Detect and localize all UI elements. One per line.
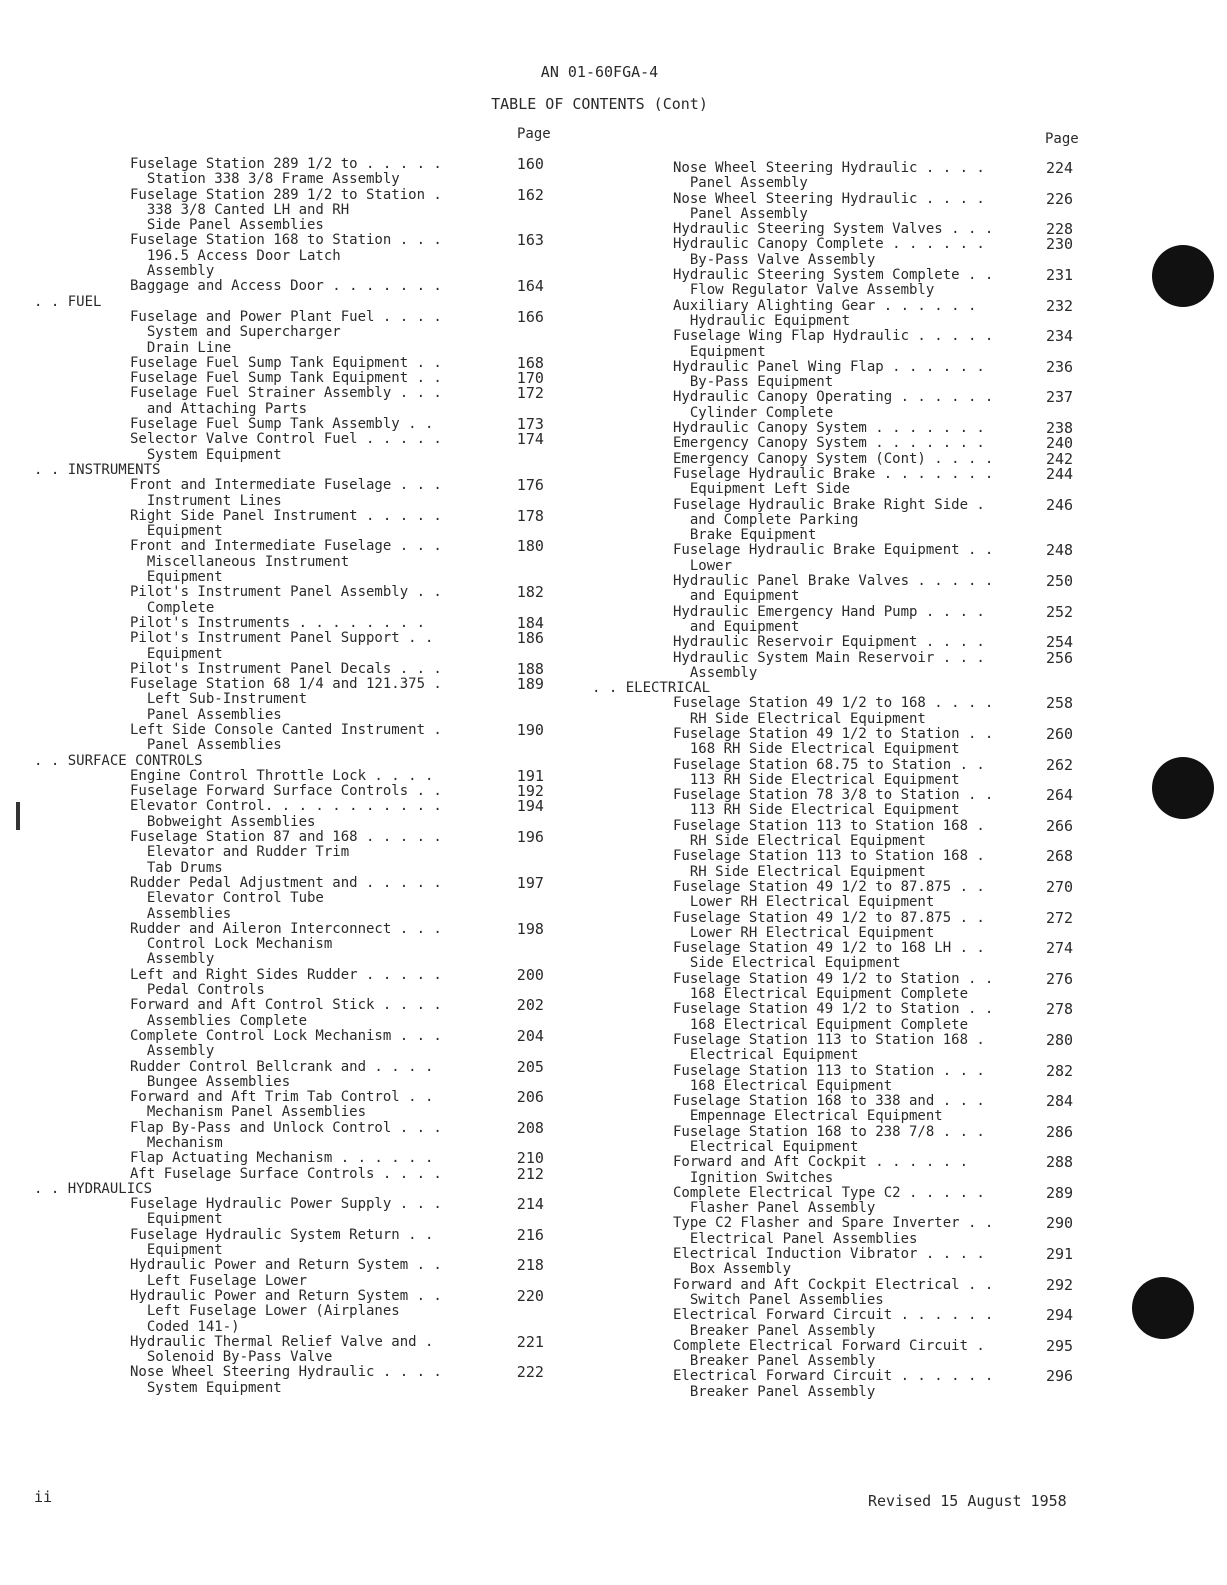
toc-entry-title: Left Side Console Canted Instrument . Panel Assemblies (130, 721, 442, 754)
toc-entry-title: Complete Control Lock Mechanism . . . Assembly (130, 1027, 442, 1060)
toc-entry-page: 242 (1046, 449, 1074, 468)
toc-entry-page: 190 (516, 720, 544, 739)
toc-entry-title: Hydraulic Thermal Relief Valve and . Solenoid By-Pass Valve (130, 1333, 434, 1366)
toc-entry (34, 1365, 554, 1396)
toc-entry-title: Forward and Aft Control Stick . . . . Assemblies Complete (130, 997, 442, 1029)
toc-entry-title: Fuselage Station 289 1/2 to Station . 338 3/8 Canted LH and RH Side Panel Assemblies (130, 186, 442, 234)
toc-entry-page: 220 (516, 1286, 544, 1305)
toc-entry-title: Fuselage Station 49 1/2 to 87.875 . . Lower RH Electrical Equipment (673, 909, 985, 941)
toc-entry (34, 766, 554, 785)
toc-entry-title: Fuselage and Power Plant Fuel . . . . System and Supercharger Drain Line (130, 308, 442, 356)
toc-entry-page: 200 (516, 965, 544, 984)
toc-entry-title: Hydraulic Power and Return System . . Left Fuselage Lower (130, 1257, 442, 1289)
toc-entry-title: Hydraulic Panel Wing Flap . . . . . . By-Pass Equipment (673, 358, 985, 391)
toc-entry-title: Hydraulic System Main Reservoir . . . Assembly (673, 649, 985, 681)
toc-entry (592, 1002, 1152, 1033)
toc-entry-page: 163 (516, 231, 544, 250)
toc-entry-page: 168 (516, 353, 544, 372)
toc-entry-page: 282 (1046, 1061, 1074, 1080)
toc-entry-title: Hydraulic Power and Return System . . Left Fuselage Lower (Airplanes Coded 141-) (130, 1287, 442, 1335)
page-column-header-right: Page (1045, 131, 1079, 147)
toc-entry (592, 1183, 1152, 1217)
toc-entry-page: 258 (1046, 694, 1074, 713)
toc-entry-title: Aft Fuselage Surface Controls . . . . (130, 1165, 442, 1182)
page-title: TABLE OF CONTENTS (Cont) (491, 95, 708, 113)
toc-entry-title: Fuselage Hydraulic Power Supply . . . Equipment (130, 1196, 442, 1228)
toc-entry-page: 264 (1046, 786, 1074, 805)
toc-entry-title: Fuselage Wing Flap Hydraulic . . . . . Equipment (673, 328, 994, 360)
toc-entry (34, 919, 554, 968)
toc-entry (592, 1275, 1152, 1309)
toc-entry-page: 206 (516, 1088, 544, 1107)
toc-entry-page: 244 (1046, 464, 1074, 483)
toc-entry (592, 1094, 1152, 1125)
toc-entry-page: 296 (1046, 1367, 1074, 1386)
toc-entry-page: 248 (1046, 541, 1074, 560)
toc-entry (592, 574, 1152, 605)
toc-entry-title: Hydraulic Panel Brake Valves . . . . . and Equipment (673, 573, 994, 605)
toc-entry (592, 161, 1152, 192)
toc-entry (34, 720, 554, 754)
toc-entry-title: Fuselage Station 113 to Station . . . 168 Electrical Equipment (673, 1062, 985, 1094)
toc-entry-page: 224 (1046, 159, 1074, 177)
toc-entry (34, 784, 554, 799)
toc-entry (34, 799, 554, 830)
toc-entry-page: 226 (1046, 189, 1074, 208)
toc-right-column (592, 161, 1152, 1400)
toc-entry-page: 176 (516, 476, 544, 495)
toc-entry-title: Fuselage Station 168 to 338 and . . . Empennage Electrical Equipment (673, 1093, 985, 1125)
toc-entry (34, 677, 554, 723)
toc-entry-page: 252 (1046, 602, 1074, 621)
toc-entry-title: Fuselage Station 68.75 to Station . . 113 RH Side Electrical Equipment (673, 756, 985, 788)
toc-entry-page: 276 (1046, 969, 1074, 988)
toc-entry-title: Flap By-Pass and Unlock Control . . . Mechanism (130, 1119, 442, 1151)
toc-entry-page: 216 (516, 1225, 544, 1244)
toc-entry-title: Flap Actuating Mechanism . . . . . . (130, 1150, 434, 1167)
toc-entry-title: Hydraulic Canopy Complete . . . . . . By-Pass Valve Assembly (673, 236, 985, 268)
toc-entry-page: 172 (516, 384, 544, 403)
toc-entry (34, 998, 554, 1029)
toc-entry-page: 234 (1046, 327, 1074, 346)
toc-entry-page: 214 (516, 1195, 544, 1214)
toc-entry-title: Baggage and Access Door . . . . . . . (130, 278, 442, 295)
toc-entry (592, 1216, 1152, 1247)
toc-entry (592, 237, 1152, 268)
toc-entry-page: 260 (1046, 724, 1074, 743)
toc-entry (592, 1030, 1152, 1064)
toc-entry-page: 256 (1046, 648, 1074, 667)
toc-entry-title: Fuselage Hydraulic Brake Right Side . and Complete Parking Brake Equipment (673, 496, 985, 544)
toc-entry-title: Nose Wheel Steering Hydraulic . . . . Panel Assembly (673, 190, 985, 222)
toc-entry-title: Fuselage Hydraulic Brake . . . . . . . Equipment Left Side (673, 465, 994, 498)
toc-entry (592, 543, 1152, 574)
toc-section-heading: . . SURFACE CONTROLS (34, 752, 203, 769)
toc-left-column (34, 157, 554, 1396)
toc-entry-page: 221 (516, 1332, 544, 1351)
toc-entry-title: Forward and Aft Cockpit Electrical . . Switch Panel Assemblies (673, 1276, 994, 1308)
toc-entry-page: 184 (516, 613, 544, 632)
toc-entry (592, 390, 1152, 421)
toc-entry-title: Fuselage Station 168 to 238 7/8 . . . Electrical Equipment (673, 1123, 985, 1155)
toc-entry (592, 1061, 1152, 1095)
toc-entry-page: 212 (516, 1164, 544, 1183)
toc-entry-title: Fuselage Station 113 to Station 168 . RH Side Electrical Equipment (673, 848, 985, 880)
toc-entry (34, 478, 554, 509)
toc-entry-page: 280 (1046, 1030, 1074, 1049)
toc-entry-title: Nose Wheel Steering Hydraulic . . . . System Equipment (130, 1364, 442, 1396)
toc-entry (34, 279, 554, 294)
toc-entry-title: Pilot's Instrument Panel Decals . . . (130, 660, 442, 677)
toc-entry (34, 1286, 554, 1335)
toc-entry-title: Selector Valve Control Fuel . . . . . System Equipment (130, 431, 442, 463)
toc-entry-page: 266 (1046, 816, 1074, 835)
toc-entry (592, 1155, 1152, 1186)
toc-entry-title: Fuselage Station 87 and 168 . . . . . Elevator and Rudder Trim Tab Drums (130, 829, 442, 876)
toc-entry (34, 185, 554, 234)
toc-entry-page: 162 (516, 185, 544, 204)
toc-entry-title: Hydraulic Canopy System . . . . . . . (673, 420, 985, 437)
toc-entry-title: Front and Intermediate Fuselage . . . Miscellaneous Instrument Equipment (130, 538, 442, 586)
toc-entry (34, 1026, 554, 1060)
toc-entry (34, 1090, 554, 1121)
toc-entry-page: 164 (516, 277, 544, 296)
toc-entry (34, 1151, 554, 1166)
toc-entry (34, 157, 554, 188)
toc-section-heading: . . HYDRAULICS (34, 1180, 153, 1197)
toc-entry (34, 432, 554, 463)
toc-entry (592, 357, 1152, 391)
toc-entry-page: 230 (1046, 235, 1074, 254)
toc-entry-title: Engine Control Throttle Lock . . . . (130, 767, 434, 784)
toc-entry-page: 160 (516, 155, 544, 173)
toc-entry-page: 198 (516, 919, 544, 938)
toc-entry-page: 189 (516, 675, 544, 694)
toc-entry-page: 218 (516, 1256, 544, 1275)
toc-entry-title: Fuselage Fuel Sump Tank Equipment . . (130, 354, 442, 371)
toc-entry-page: 294 (1046, 1306, 1074, 1325)
toc-entry (34, 1332, 554, 1366)
toc-entry (592, 296, 1152, 330)
toc-entry (592, 724, 1152, 758)
toc-entry (34, 539, 554, 585)
toc-entry (34, 1225, 554, 1259)
toc-entry-page: 196 (516, 828, 544, 847)
toc-entry-title: Fuselage Station 113 to Station 168 . RH Side Electrical Equipment (673, 817, 985, 850)
toc-entry-page: 272 (1046, 908, 1074, 927)
toc-entry-title: Electrical Forward Circuit . . . . . . Breaker Panel Assembly (673, 1307, 994, 1339)
toc-entry-title: Fuselage Hydraulic Brake Equipment . . Lower (673, 542, 994, 574)
toc-entry (592, 1122, 1152, 1156)
toc-entry-page: 204 (516, 1026, 544, 1045)
page-number: ii (34, 1488, 53, 1506)
toc-entry-page: 231 (1046, 266, 1074, 285)
toc-entry-page: 288 (1046, 1153, 1074, 1172)
toc-entry-page: 236 (1046, 357, 1074, 376)
toc-entry-title: Hydraulic Steering System Valves . . . (673, 221, 994, 238)
toc-entry-page: 186 (516, 629, 544, 648)
toc-entry-page: 289 (1046, 1183, 1074, 1202)
toc-entry (592, 189, 1152, 223)
toc-entry-page: 250 (1046, 572, 1074, 591)
toc-entry (592, 788, 1152, 819)
toc-entry (592, 329, 1152, 360)
toc-entry-title: Right Side Panel Instrument . . . . . Equipment (130, 507, 442, 540)
toc-entry-page: 180 (516, 537, 544, 556)
toc-entry-page: 291 (1046, 1245, 1074, 1264)
toc-entry (34, 506, 554, 540)
toc-entry-title: Hydraulic Steering System Complete . . Flow Regulator Valve Assembly (673, 267, 994, 299)
toc-entry-title: Forward and Aft Cockpit . . . . . . Ignition Switches (673, 1154, 969, 1186)
toc-entry-page: 166 (516, 307, 544, 326)
toc-entry-title: Emergency Canopy System (Cont) . . . . (673, 450, 994, 467)
toc-entry-title: Fuselage Station 49 1/2 to 168 LH . . Side Electrical Equipment (673, 940, 985, 972)
toc-entry-title: Fuselage Station 49 1/2 to Station . . 168 Electrical Equipment Complete (673, 1001, 994, 1033)
toc-entry (592, 602, 1152, 636)
toc-entry (34, 307, 554, 356)
toc-entry-title: Fuselage Station 168 to Station . . . 196.5 Access Door Latch Assembly (130, 232, 442, 280)
toc-entry-title: Elevator Control. . . . . . . . . . . Bobweight Assemblies (130, 798, 442, 830)
toc-entry-title: Hydraulic Emergency Hand Pump . . . . and Equipment (673, 603, 985, 635)
toc-entry-title: Nose Wheel Steering Hydraulic . . . . Panel Assembly (673, 160, 985, 192)
toc-entry-page: 278 (1046, 1000, 1074, 1019)
toc-entry (592, 1247, 1152, 1278)
toc-entry-page: 178 (516, 506, 544, 525)
toc-entry-page: 240 (1046, 434, 1074, 453)
toc-entry-page: 284 (1046, 1092, 1074, 1111)
toc-entry-page: 194 (516, 797, 544, 816)
toc-entry-title: Fuselage Station 78 3/8 to Station . . 113 RH Side Electrical Equipment (673, 787, 994, 819)
toc-entry-page: 270 (1046, 877, 1074, 896)
toc-entry-page: 262 (1046, 755, 1074, 774)
toc-entry-page: 238 (1046, 419, 1074, 438)
toc-entry (592, 849, 1152, 880)
toc-entry (592, 1369, 1152, 1400)
toc-entry-title: Electrical Forward Circuit . . . . . . Breaker Panel Assembly (673, 1368, 994, 1400)
toc-entry-title: Fuselage Station 49 1/2 to 87.875 . . Lower RH Electrical Equipment (673, 878, 985, 911)
toc-entry-title: Type C2 Flasher and Spare Inverter . . Electrical Panel Assemblies (673, 1215, 994, 1247)
toc-entry (592, 464, 1152, 498)
toc-entry-title: Fuselage Station 49 1/2 to Station . . 168 RH Side Electrical Equipment (673, 725, 994, 758)
toc-entry-title: Forward and Aft Trim Tab Control . . Mechanism Panel Assemblies (130, 1089, 434, 1121)
toc-entry-title: Fuselage Fuel Sump Tank Assembly . . (130, 416, 434, 433)
toc-entry-page: 228 (1046, 220, 1074, 239)
toc-entry (592, 816, 1152, 850)
toc-entry-page: 222 (516, 1363, 544, 1382)
revision-bar (16, 802, 20, 830)
toc-entry-title: Electrical Induction Vibrator . . . . Box Assembly (673, 1246, 985, 1278)
toc-entry (34, 631, 554, 662)
toc-entry (592, 877, 1152, 911)
toc-entry (592, 268, 1152, 299)
toc-section-heading: . . FUEL (34, 293, 102, 310)
toc-entry-title: Hydraulic Reservoir Equipment . . . . (673, 634, 985, 651)
toc-entry-title: Fuselage Station 49 1/2 to Station . . 168 Electrical Equipment Complete (673, 970, 994, 1003)
toc-entry (34, 873, 554, 922)
toc-entry (34, 1164, 554, 1183)
toc-entry-title: Rudder Control Bellcrank and . . . . Bungee Assemblies (130, 1058, 434, 1090)
toc-entry (34, 659, 554, 678)
toc-entry (34, 371, 554, 386)
binder-hole (1132, 1277, 1194, 1339)
toc-entry-page: 268 (1046, 847, 1074, 866)
toc-entry-title: Fuselage Station 49 1/2 to 168 . . . . RH Side Electrical Equipment (673, 695, 994, 727)
toc-entry (34, 1258, 554, 1289)
toc-entry-page: 192 (516, 782, 544, 801)
toc-entry-title: Left and Right Sides Rudder . . . . . Pedal Controls (130, 966, 442, 999)
toc-entry-title: Fuselage Hydraulic System Return . . Equipment (130, 1226, 434, 1259)
toc-entry (592, 755, 1152, 789)
toc-entry (34, 1118, 554, 1152)
toc-entry-title: Emergency Canopy System . . . . . . . (673, 435, 985, 452)
toc-entry (34, 1197, 554, 1228)
toc-entry (592, 1336, 1152, 1370)
toc-entry-title: Fuselage Station 68 1/4 and 121.375 . Left Sub-Instrument Panel Assemblies (130, 676, 442, 723)
toc-entry-title: Auxiliary Alighting Gear . . . . . . Hydraulic Equipment (673, 297, 977, 329)
toc-entry-page: 290 (1046, 1214, 1074, 1233)
toc-entry (592, 648, 1152, 682)
toc-entry-title: Fuselage Forward Surface Controls . . (130, 783, 442, 800)
toc-entry-page: 208 (516, 1118, 544, 1137)
toc-entry-page: 292 (1046, 1275, 1074, 1294)
toc-entry-title: Rudder and Aileron Interconnect . . . Control Lock Mechanism Assembly (130, 920, 442, 968)
toc-entry (592, 941, 1152, 972)
toc-entry (34, 965, 554, 999)
toc-entry (34, 353, 554, 372)
binder-hole (1152, 757, 1214, 819)
toc-entry-page: 170 (516, 369, 544, 388)
toc-entry (34, 417, 554, 432)
toc-entry-page: 174 (516, 430, 544, 449)
toc-entry (592, 1308, 1152, 1339)
toc-entry (34, 830, 554, 876)
toc-entry-page: 237 (1046, 388, 1074, 407)
toc-entry (592, 495, 1152, 544)
toc-entry-title: Fuselage Fuel Sump Tank Equipment . . (130, 370, 442, 387)
toc-entry-title: Complete Electrical Type C2 . . . . . Flasher Panel Assembly (673, 1184, 985, 1217)
toc-entry (34, 585, 554, 616)
toc-entry (34, 233, 554, 279)
toc-entry-title: Fuselage Station 289 1/2 to . . . . . Station 338 3/8 Frame Assembly (130, 156, 442, 188)
toc-entry (592, 969, 1152, 1003)
toc-entry (34, 613, 554, 632)
toc-entry-title: Rudder Pedal Adjustment and . . . . . Elevator Control Tube Assemblies (130, 874, 442, 922)
toc-entry-page: 197 (516, 873, 544, 892)
toc-entry-title: Complete Electrical Forward Circuit . Breaker Panel Assembly (673, 1337, 985, 1370)
toc-entry-title: Hydraulic Canopy Operating . . . . . . Cylinder Complete (673, 389, 994, 421)
toc-entry-page: 232 (1046, 296, 1074, 315)
toc-entry-page: 173 (516, 415, 544, 434)
binder-hole (1152, 245, 1214, 307)
toc-entry-page: 246 (1046, 495, 1074, 514)
document-number: AN 01-60FGA-4 (540, 63, 659, 81)
toc-entry (34, 386, 554, 417)
toc-entry-page: 188 (516, 659, 544, 678)
toc-entry-title: Fuselage Station 113 to Station 168 . Electrical Equipment (673, 1031, 985, 1064)
toc-entry (592, 696, 1152, 727)
toc-entry-page: 205 (516, 1057, 544, 1076)
toc-entry-page: 286 (1046, 1122, 1074, 1141)
toc-section-heading: . . ELECTRICAL (592, 680, 711, 697)
toc-entry-title: Pilot's Instrument Panel Assembly . . Complete (130, 584, 442, 616)
toc-entry-title: Pilot's Instrument Panel Support . . Equipment (130, 630, 434, 662)
revision-date: Revised 15 August 1958 (868, 1492, 1067, 1510)
toc-section-heading: . . INSTRUMENTS (34, 461, 161, 478)
page-column-header-left: Page (517, 126, 551, 142)
toc-entry-title: Front and Intermediate Fuselage . . . Instrument Lines (130, 477, 442, 509)
toc-entry-page: 274 (1046, 939, 1074, 958)
toc-entry (592, 908, 1152, 942)
toc-entry-page: 191 (516, 766, 544, 785)
toc-entry-title: Pilot's Instruments . . . . . . . . (130, 614, 426, 631)
toc-entry-page: 182 (516, 583, 544, 602)
toc-entry-page: 295 (1046, 1336, 1074, 1355)
toc-entry (34, 1057, 554, 1091)
toc-entry-page: 254 (1046, 633, 1074, 652)
toc-entry-page: 202 (516, 996, 544, 1015)
toc-entry-title: Fuselage Fuel Strainer Assembly . . . and Attaching Parts (130, 385, 442, 417)
toc-entry-page: 210 (516, 1149, 544, 1168)
